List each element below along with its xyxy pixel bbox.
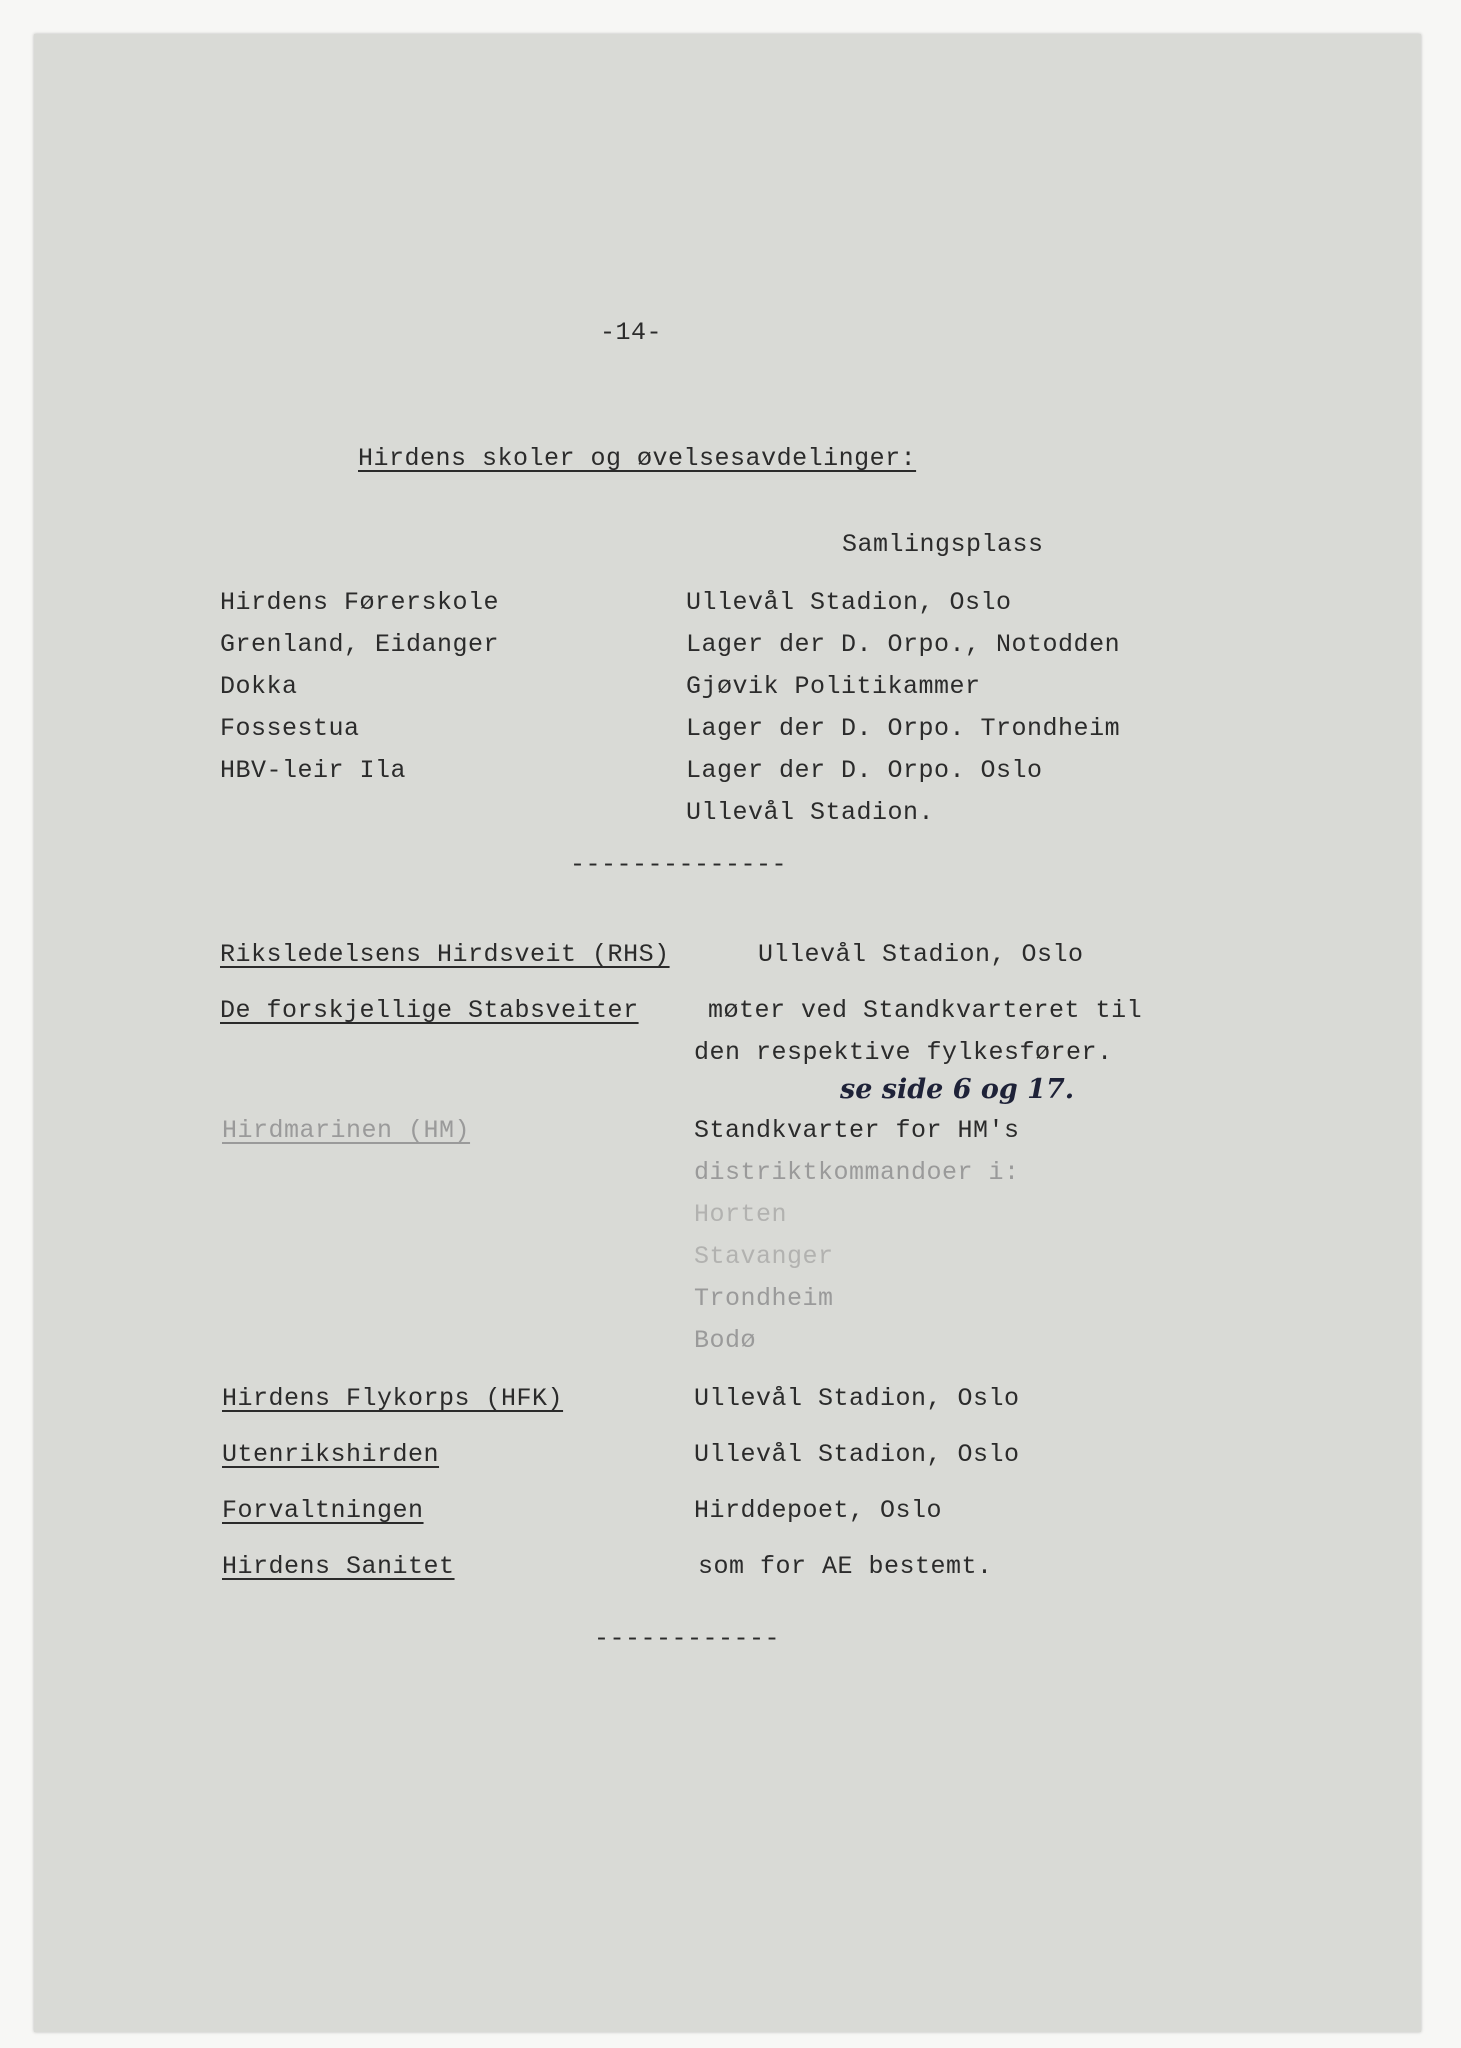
- unit-name-rhs: Riksledelsens Hirdsveit (RHS): [220, 940, 670, 969]
- school-place: Ullevål Stadion, Oslo: [686, 588, 1012, 617]
- column-header-samlingsplass: Samlingsplass: [842, 530, 1044, 559]
- school-place: Gjøvik Politikammer: [686, 672, 981, 701]
- unit-place-hfk: Ullevål Stadion, Oslo: [694, 1384, 1020, 1413]
- separator-dashes: --------------: [570, 850, 788, 879]
- unit-place-hm-2: distriktkommandoer i:: [694, 1158, 1020, 1187]
- unit-place-stabsveiter-1: møter ved Standkvarteret til: [708, 996, 1143, 1025]
- unit-name-sanitet: Hirdens Sanitet: [222, 1552, 455, 1581]
- school-place: Lager der D. Orpo. Oslo: [686, 756, 1043, 785]
- school-name: Dokka: [220, 672, 298, 701]
- unit-name-hfk: Hirdens Flykorps (HFK): [222, 1384, 564, 1413]
- unit-name-hm: Hirdmarinen (HM): [222, 1116, 471, 1145]
- unit-name-forvaltning: Forvaltningen: [222, 1496, 424, 1525]
- unit-place-hm-6: Bodø: [694, 1326, 757, 1355]
- unit-place-forvaltning: Hirddepoet, Oslo: [694, 1496, 943, 1525]
- unit-place-stabsveiter-2: den respektive fylkesfører.: [694, 1038, 1113, 1067]
- separator-dashes: ------------: [594, 1624, 781, 1653]
- unit-place-hm-5: Trondheim: [694, 1284, 834, 1313]
- unit-place-hm-1: Standkvarter for HM's: [694, 1116, 1020, 1145]
- unit-place-sanitet: som for AE bestemt.: [698, 1552, 993, 1581]
- page-number: -14-: [600, 318, 663, 347]
- school-name: Fossestua: [220, 714, 360, 743]
- unit-place-hm-3: Horten: [694, 1200, 788, 1229]
- document-heading: Hirdens skoler og øvelsesavdelinger:: [358, 444, 917, 473]
- unit-place-utenriks: Ullevål Stadion, Oslo: [694, 1440, 1020, 1469]
- unit-place-rhs: Ullevål Stadion, Oslo: [758, 940, 1084, 969]
- school-place: Ullevål Stadion.: [686, 798, 935, 827]
- document-sheet: [34, 34, 1421, 2032]
- school-place: Lager der D. Orpo. Trondheim: [686, 714, 1121, 743]
- handwritten-note: se side 6 og 17.: [840, 1074, 1075, 1105]
- school-name: Grenland, Eidanger: [220, 630, 500, 659]
- unit-name-utenriks: Utenrikshirden: [222, 1440, 440, 1469]
- school-place: Lager der D. Orpo., Notodden: [686, 630, 1121, 659]
- school-name: HBV-leir Ila: [220, 756, 407, 785]
- unit-place-hm-4: Stavanger: [694, 1242, 834, 1271]
- school-name: Hirdens Førerskole: [220, 588, 500, 617]
- unit-name-stabsveiter: De forskjellige Stabsveiter: [220, 996, 639, 1025]
